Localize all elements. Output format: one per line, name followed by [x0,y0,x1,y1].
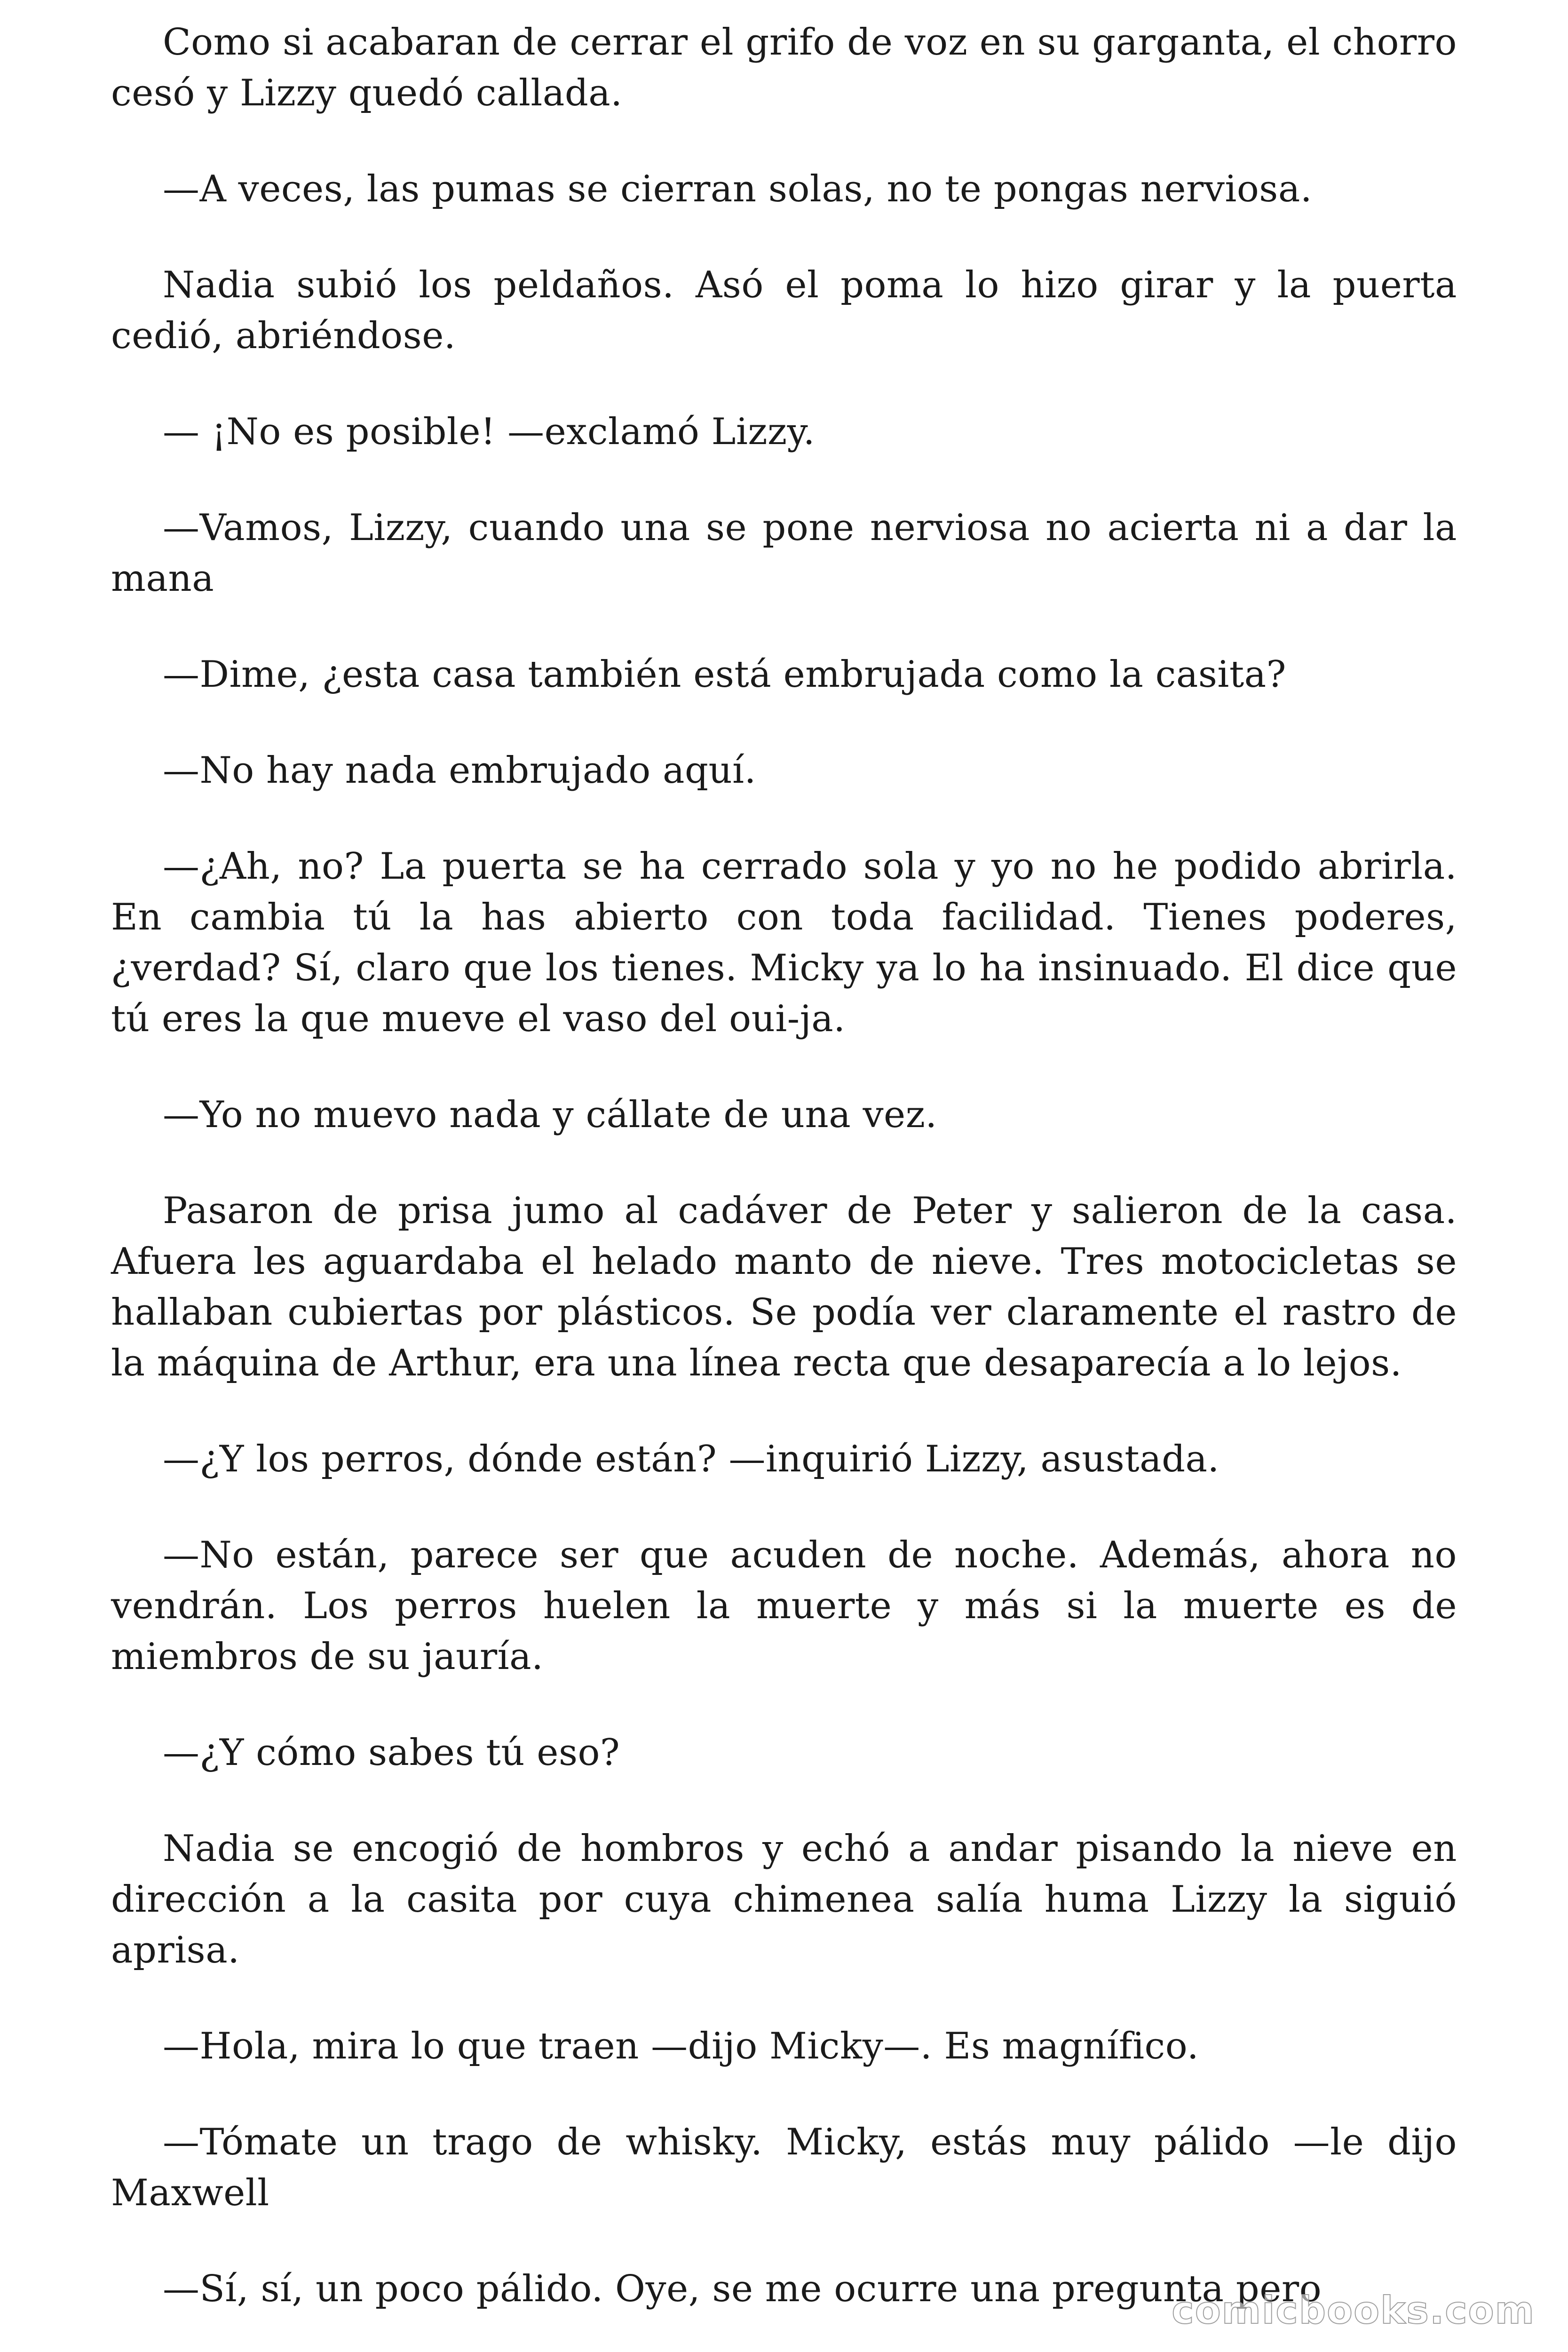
paragraph: —A veces, las pumas se cierran solas, no te pongas nerviosa. [163,168,1313,210]
paragraph: Pasaron de prisa jumo al cadáver de Peter y salieron de la casa. Afuera les aguardaba el helado manto de nieve. Tres motocicletas se hallaban cubiertas por plásticos. Se podía ver claramente el rastro de la máquina de Arthur, era una línea recta que desaparecía a lo lejos. [111,1190,1457,1384]
paragraph: Nadia se encogió de hombros y echó a andar pisando la nieve en dirección a la casita por cuya chimenea salía huma Lizzy la siguió aprisa. [111,1828,1457,1971]
paragraph: —No están, parece ser que acuden de noche. Además, ahora no vendrán. Los perros huelen la muerte y más si la muerte es de miembros de su jauría. [111,1534,1457,1678]
paragraph: —Yo no muevo nada y cállate de una vez. [163,1094,937,1136]
paragraph: Nadia subió los peldaños. Asó el poma lo hizo girar y la puerta cedió, abriéndose. [111,264,1457,357]
watermark: comicbooks.com [1172,2288,1535,2332]
paragraph: — ¡No es posible! —exclamó Lizzy. [163,411,816,453]
paragraph: —¿Y los perros, dónde están? —inquirió Lizzy, asustada. [163,1438,1220,1480]
paragraph: —No hay nada embrujado aquí. [163,749,756,792]
book-page [111,17,1457,2352]
paragraph: —Hola, mira lo que traen —dijo Micky—. Es magnífico. [163,2025,1199,2067]
paragraph: —¿Ah, no? La puerta se ha cerrado sola y yo no he podido abrirla. En cambia tú la has abierto con toda facilidad. Tienes poderes, ¿verdad? Sí, claro que los tienes. Micky ya lo ha insinuado. El dice que tú eres la que mueve el vaso del oui-ja. [111,845,1457,1040]
paragraph: —Sí, sí, un poco pálido. Oye, se me ocurre una pregunta pero [163,2268,1322,2310]
paragraph: —Tómate un trago de whisky. Micky, estás muy pálido —le dijo Maxwell [111,2121,1457,2214]
paragraph: —¿Y cómo sabes tú eso? [163,1732,620,1774]
paragraph: —Dime, ¿esta casa también está embrujada como la casita? [163,653,1286,696]
paragraph: —Vamos, Lizzy, cuando una se pone nerviosa no acierta ni a dar la mana [111,507,1457,600]
paragraph: Como si acabaran de cerrar el grifo de voz en su garganta, el chorro cesó y Lizzy quedó callada. [111,21,1457,114]
